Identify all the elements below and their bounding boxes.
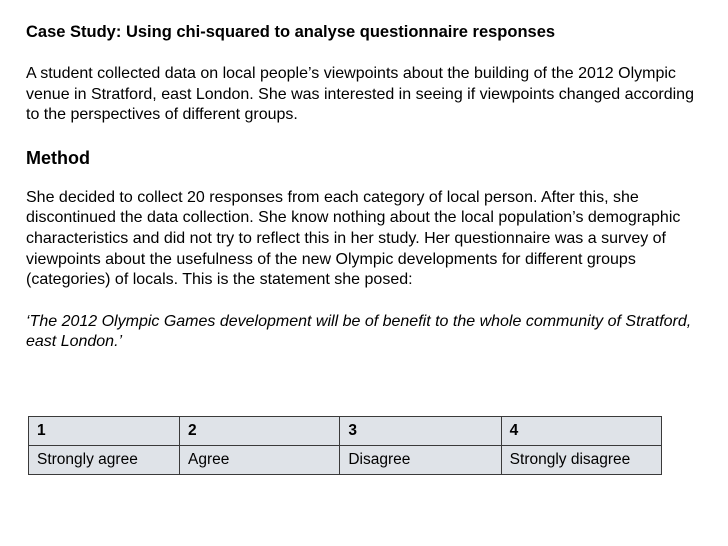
method-heading: Method: [26, 147, 90, 168]
scale-label-strongly-agree: Strongly agree: [29, 446, 180, 475]
scale-label-disagree: Disagree: [340, 446, 501, 475]
scale-label-row: [29, 446, 662, 475]
scale-label-agree: Agree: [180, 446, 340, 475]
scale-label-strongly-disagree: Strongly disagree: [501, 446, 661, 475]
method-paragraph: She decided to collect 20 responses from each category of local person. After this, she discontinued the data collection. She know nothing about the local population’s demographic characteristics and did not try to reflect this in her study. Her questionnaire was a survey of viewpoints about the usefulness of the new Olympic developments for different groups (categories) of locals. This is the statement she posed:: [26, 188, 681, 289]
scale-number-3: 3: [340, 417, 501, 446]
document-title: Case Study: Using chi-squared to analyse questionnaire responses: [26, 23, 556, 41]
scale-number-1: 1: [29, 417, 180, 446]
scale-number-2: 2: [180, 417, 340, 446]
scale-number-4: 4: [501, 417, 661, 446]
document-body: [26, 22, 706, 353]
intro-paragraph: A student collected data on local people’s viewpoints about the building of the 2012 Olympic venue in Stratford, east London. She was interested in seeing if viewpoints changed according to the perspectives of different groups.: [26, 65, 694, 124]
response-scale-table: [28, 416, 662, 475]
survey-statement: ‘The 2012 Olympic Games development will be of benefit to the whole community of Stratford, east London.’: [26, 312, 692, 351]
scale-number-row: [29, 417, 662, 446]
